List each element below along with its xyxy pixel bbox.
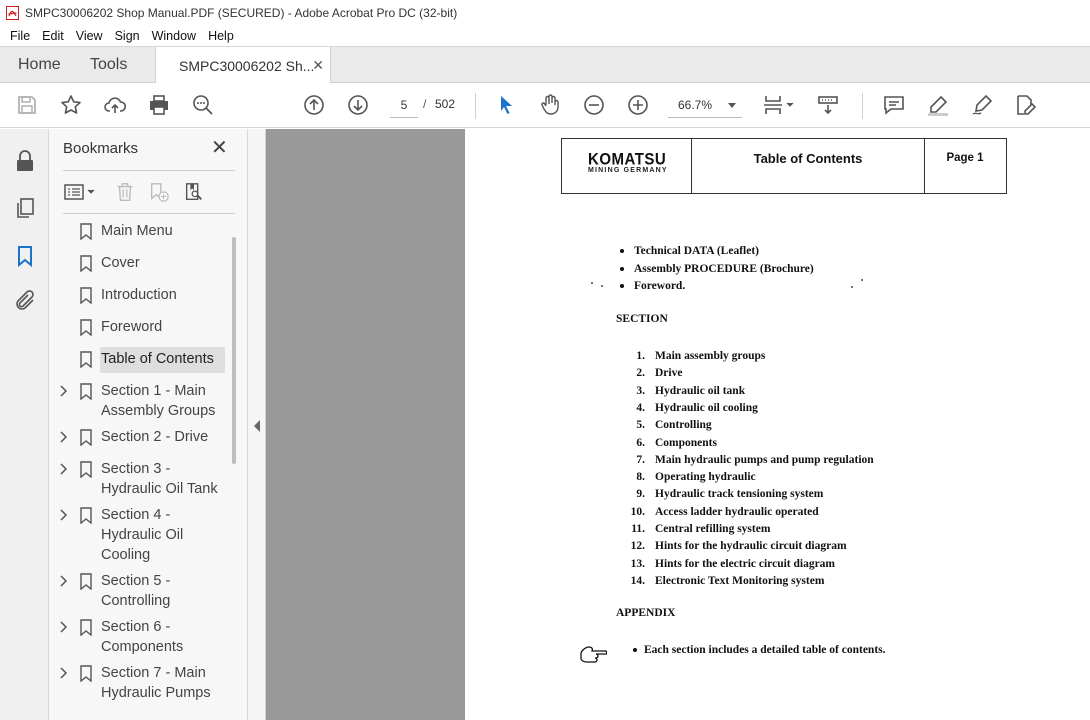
left-navigation-rail — [0, 129, 49, 720]
bookmark-label: Section 2 - Drive — [101, 429, 209, 445]
header-title: Table of Contents — [753, 151, 863, 166]
section-heading: SECTION — [616, 313, 668, 325]
bookmark-icon — [80, 287, 92, 304]
delete-trash-icon[interactable] — [112, 179, 138, 205]
bookmark-icon — [80, 383, 92, 400]
section-entry — [615, 538, 847, 554]
comment-icon[interactable] — [881, 92, 907, 118]
section-entry — [615, 400, 758, 416]
section-title: Hydraulic oil tank — [655, 384, 746, 397]
section-entry — [615, 435, 717, 451]
bookmark-panel-icon[interactable] — [13, 244, 37, 268]
bookmark-label: Section 7 - Main Hydraulic Pumps — [101, 665, 211, 701]
logo-subtitle: MINING GERMANY — [588, 167, 668, 174]
new-bookmark-icon[interactable] — [146, 179, 172, 205]
section-title: Hints for the electric circuit diagram — [655, 557, 836, 570]
bullet-dot — [620, 284, 624, 288]
bookmark-label: Section 3 - Hydraulic Oil Tank — [101, 461, 218, 497]
section-entry — [615, 348, 765, 364]
section-title: Drive — [655, 367, 683, 380]
bookmarks-title: Bookmarks — [63, 140, 139, 157]
section-title: Central refilling system — [655, 523, 771, 535]
chevron-down-icon — [728, 103, 736, 108]
menu-edit[interactable]: Edit — [42, 29, 64, 43]
zoom-level-value: 66.7% — [678, 98, 713, 112]
section-entry — [615, 469, 756, 485]
chevron-right-icon[interactable] — [59, 508, 69, 522]
bookmark-label: Section 4 - Hydraulic Oil Cooling — [101, 507, 184, 563]
panel-collapse-handle[interactable] — [248, 129, 266, 720]
tab-close-icon[interactable]: ✕ — [312, 57, 324, 73]
save-icon[interactable] — [14, 92, 40, 118]
attachment-paperclip-icon[interactable] — [13, 289, 37, 313]
pages-thumbnail-icon[interactable] — [13, 196, 37, 220]
section-number: 9. — [636, 488, 645, 501]
previous-page-icon[interactable] — [301, 92, 327, 118]
menu-window[interactable]: Window — [151, 29, 197, 43]
zoom-in-icon[interactable] — [625, 92, 651, 118]
section-number: 4. — [636, 401, 645, 414]
section-entry — [615, 365, 682, 381]
bookmark-options-icon[interactable] — [63, 179, 99, 205]
logo-cell — [562, 139, 692, 193]
section-number: 10. — [630, 505, 645, 518]
close-icon[interactable]: ✕ — [211, 137, 228, 159]
section-entry — [615, 573, 824, 589]
tab-document[interactable] — [155, 47, 331, 84]
page-separator: / — [423, 97, 427, 111]
bookmark-label: Cover — [101, 255, 140, 271]
section-number: 13. — [630, 557, 645, 570]
page-cell — [924, 139, 1006, 193]
bookmark-icon — [80, 619, 92, 636]
divider — [63, 170, 235, 171]
section-number: 5. — [636, 419, 645, 432]
scan-speck — [851, 286, 853, 288]
bookmark-label: Foreword — [101, 319, 163, 335]
intro-bullet-text: Assembly PROCEDURE (Brochure) — [634, 263, 814, 275]
toolbar-divider — [475, 93, 476, 119]
section-entry — [615, 383, 745, 399]
section-entry — [615, 504, 819, 520]
bookmark-label: Main Menu — [101, 223, 173, 239]
bookmark-icon — [80, 351, 92, 368]
bookmark-icon — [80, 665, 92, 682]
toolbar-divider — [862, 93, 863, 119]
section-number: 8. — [636, 471, 645, 484]
section-entry — [615, 556, 835, 572]
zoom-out-icon[interactable] — [581, 92, 607, 118]
section-title: Operating hydraulic — [655, 471, 756, 484]
section-number: 6. — [636, 436, 645, 449]
scan-speck — [861, 279, 863, 281]
page-display-icon[interactable] — [762, 92, 798, 118]
sign-pen-icon[interactable] — [969, 92, 995, 118]
main-toolbar — [0, 83, 1090, 128]
page-total: 502 — [435, 97, 456, 111]
chevron-right-icon[interactable] — [59, 620, 69, 634]
section-title: Main assembly groups — [655, 350, 766, 362]
section-number: 14. — [630, 574, 645, 587]
menu-bar — [0, 26, 1090, 46]
lock-icon[interactable] — [13, 149, 37, 173]
star-icon[interactable] — [58, 92, 84, 118]
scroll-mode-icon[interactable] — [815, 92, 841, 118]
bookmark-icon — [80, 461, 92, 478]
section-title: Access ladder hydraulic operated — [655, 505, 819, 518]
scan-speck — [601, 285, 603, 287]
section-entry — [615, 486, 823, 502]
page-number-input[interactable]: 5 — [390, 94, 418, 118]
bookmark-list — [49, 221, 232, 720]
tab-bar — [0, 46, 1090, 83]
section-number: 2. — [636, 367, 645, 380]
section-title: Controlling — [655, 419, 712, 432]
bookmark-icon — [80, 573, 92, 590]
section-entry — [615, 452, 874, 468]
bullet-dot — [633, 648, 637, 652]
menu-view[interactable]: View — [75, 29, 103, 43]
tab-tools[interactable]: Tools — [90, 56, 128, 73]
bookmark-icon — [80, 507, 92, 524]
header-page-number: Page 1 — [946, 152, 984, 164]
chevron-right-icon[interactable] — [59, 666, 69, 680]
tab-document-label: SMPC30006202 Sh... — [179, 57, 315, 74]
title-bar — [0, 0, 1090, 26]
bullet-dot — [620, 267, 624, 271]
bookmark-toolbar — [63, 179, 235, 205]
hand-tool-icon[interactable] — [537, 92, 563, 118]
bookmarks-panel — [49, 129, 248, 720]
intro-bullet-text: Technical DATA (Leaflet) — [634, 245, 759, 257]
chevron-right-icon[interactable] — [59, 430, 69, 444]
section-number: 1. — [636, 350, 645, 362]
find-bookmark-icon[interactable] — [181, 179, 207, 205]
acrobat-app-icon — [6, 6, 19, 20]
chevron-left-icon — [254, 420, 260, 432]
edit-document-icon[interactable] — [1012, 92, 1038, 118]
section-title: Hydraulic track tensioning system — [655, 488, 824, 501]
section-number: 12. — [630, 540, 645, 553]
select-cursor-icon[interactable] — [493, 92, 519, 118]
print-icon[interactable] — [146, 92, 172, 118]
appendix-heading: APPENDIX — [616, 607, 676, 619]
section-title: Hydraulic oil cooling — [655, 401, 758, 414]
zoom-level-select[interactable] — [668, 94, 742, 118]
section-number: 7. — [636, 453, 645, 466]
next-page-icon[interactable] — [345, 92, 371, 118]
section-title: Hints for the hydraulic circuit diagram — [655, 540, 847, 553]
bookmark-icon — [80, 429, 92, 446]
bookmark-label: Table of Contents — [101, 351, 214, 367]
section-number: 3. — [636, 384, 645, 397]
chevron-right-icon[interactable] — [59, 384, 69, 398]
bullet-dot — [620, 249, 624, 253]
upload-cloud-icon[interactable] — [102, 92, 128, 118]
menu-sign[interactable]: Sign — [114, 29, 140, 43]
section-title: Electronic Text Monitoring system — [655, 574, 825, 587]
bookmark-icon — [80, 223, 92, 240]
bookmark-label: Section 1 - Main Assembly Groups — [101, 383, 216, 419]
bookmark-scrollbar[interactable] — [232, 237, 236, 464]
menu-file[interactable]: File — [10, 29, 31, 43]
bookmark-icon — [80, 255, 92, 272]
section-entry — [615, 417, 712, 433]
divider — [63, 213, 235, 214]
pdf-page — [465, 129, 1090, 720]
section-entry — [615, 521, 770, 537]
scan-speck — [591, 282, 593, 284]
section-number: 11. — [631, 523, 645, 535]
window-title: SMPC30006202 Shop Manual.PDF (SECURED) - Adobe Acrobat Pro DC (32-bit) — [25, 6, 458, 20]
bookmark-label: Introduction — [101, 287, 177, 303]
tab-home[interactable]: Home — [18, 56, 61, 73]
note-text: Each section includes a detailed table of contents. — [644, 644, 886, 656]
chevron-right-icon[interactable] — [59, 574, 69, 588]
bookmark-label: Section 6 - Components — [101, 619, 184, 655]
intro-bullet-text: Foreword. — [634, 280, 686, 292]
section-title: Components — [655, 436, 717, 449]
bookmark-label: Section 5 - Controlling — [101, 573, 171, 609]
zoom-search-icon[interactable] — [190, 92, 216, 118]
page-header-table — [561, 138, 1007, 194]
highlight-pen-icon[interactable] — [925, 92, 951, 118]
section-title: Main hydraulic pumps and pump regulation — [655, 453, 874, 466]
komatsu-logo: KOMATSU — [588, 150, 667, 169]
document-background — [248, 129, 465, 720]
pointing-hand-icon — [579, 644, 607, 664]
menu-help[interactable]: Help — [208, 29, 234, 43]
bookmark-icon — [80, 319, 92, 336]
chevron-right-icon[interactable] — [59, 462, 69, 476]
